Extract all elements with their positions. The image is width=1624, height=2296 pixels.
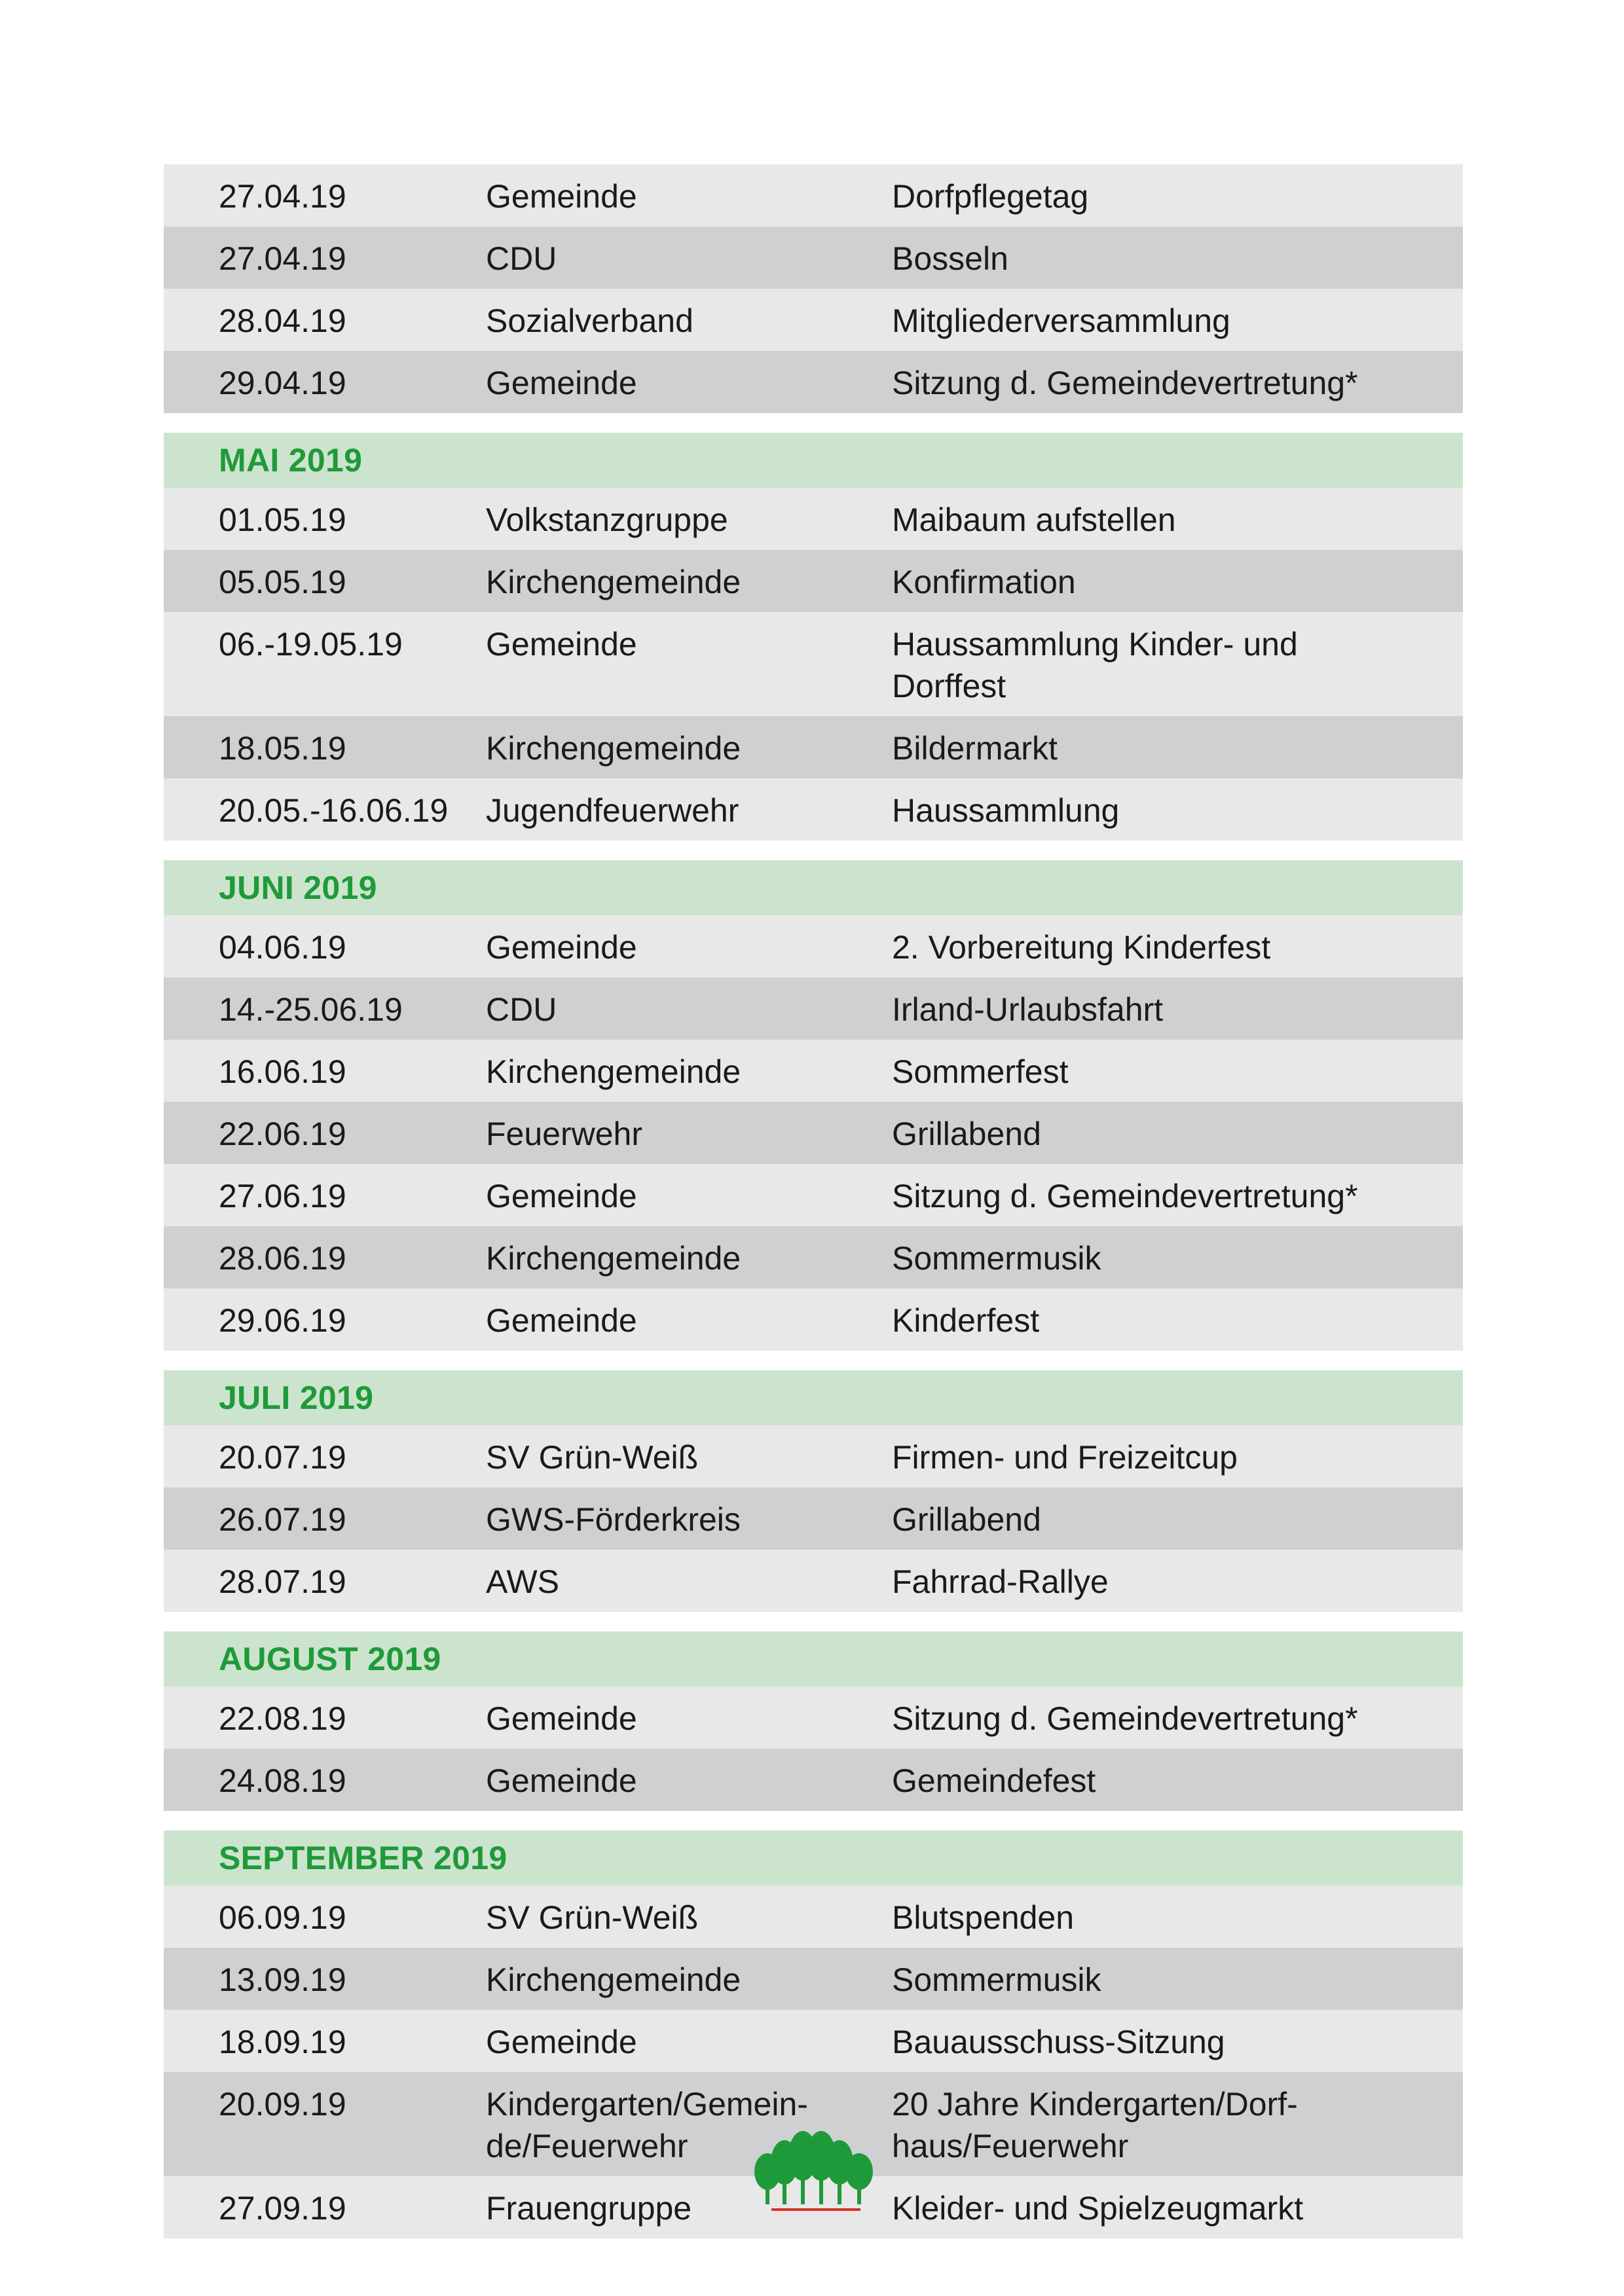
event-date: 29.06.19 bbox=[219, 1302, 346, 1339]
event-date: 20.05.-16.06.19 bbox=[219, 792, 449, 829]
event-title: Mitgliederversammlung bbox=[892, 302, 1230, 339]
event-row bbox=[164, 1550, 1463, 1612]
event-organizer: Kirchengemeinde bbox=[486, 730, 741, 767]
event-title: Konfirmation bbox=[892, 564, 1076, 600]
event-organizer: Frauengruppe bbox=[486, 2190, 692, 2227]
event-date: 22.08.19 bbox=[219, 1700, 346, 1737]
event-row bbox=[164, 1487, 1463, 1550]
event-row bbox=[164, 1102, 1463, 1164]
event-organizer: Kindergarten/Gemein- de/Feuerwehr bbox=[486, 2086, 808, 2164]
event-row bbox=[164, 1886, 1463, 1948]
event-organizer: Kirchengemeinde bbox=[486, 1053, 741, 1090]
event-title: Grillabend bbox=[892, 1116, 1041, 1152]
event-title: Fahrrad-Rallye bbox=[892, 1563, 1109, 1600]
event-date: 16.06.19 bbox=[219, 1053, 346, 1090]
event-title: Blutspenden bbox=[892, 1899, 1075, 1936]
event-row bbox=[164, 1749, 1463, 1811]
event-row bbox=[164, 1040, 1463, 1102]
event-date: 04.06.19 bbox=[219, 929, 346, 966]
event-organizer: AWS bbox=[486, 1563, 560, 1600]
event-date: 28.06.19 bbox=[219, 1240, 346, 1277]
event-organizer: SV Grün-Weiß bbox=[486, 1439, 699, 1476]
event-organizer: Feuerwehr bbox=[486, 1116, 642, 1152]
event-row bbox=[164, 1686, 1463, 1749]
event-title: Haussammlung Kinder- und Dorffest bbox=[892, 626, 1298, 704]
event-title: Bosseln bbox=[892, 240, 1008, 277]
event-organizer: Gemeinde bbox=[486, 2024, 637, 2060]
event-title: Kleider- und Spielzeugmarkt bbox=[892, 2190, 1304, 2227]
event-date: 18.09.19 bbox=[219, 2024, 346, 2060]
event-title: Dorfpflegetag bbox=[892, 178, 1089, 215]
month-heading: MAI 2019 bbox=[164, 433, 1463, 488]
event-organizer: SV Grün-Weiß bbox=[486, 1899, 699, 1936]
event-row bbox=[164, 915, 1463, 977]
event-organizer: Gemeinde bbox=[486, 178, 637, 215]
event-title: Bauausschuss-Sitzung bbox=[892, 2024, 1225, 2060]
event-date: 18.05.19 bbox=[219, 730, 346, 767]
event-title: Kinderfest bbox=[892, 1302, 1040, 1339]
event-row bbox=[164, 289, 1463, 351]
event-date: 06.09.19 bbox=[219, 1899, 346, 1936]
event-row bbox=[164, 351, 1463, 413]
event-organizer: Kirchengemeinde bbox=[486, 564, 741, 600]
event-organizer: Sozialverband bbox=[486, 302, 693, 339]
event-date: 27.04.19 bbox=[219, 178, 346, 215]
event-date: 26.07.19 bbox=[219, 1501, 346, 1538]
month-section bbox=[164, 1370, 1463, 1612]
event-organizer: Jugendfeuerwehr bbox=[486, 792, 739, 829]
month-section bbox=[164, 164, 1463, 413]
event-date: 28.04.19 bbox=[219, 302, 346, 339]
event-organizer: Gemeinde bbox=[486, 1178, 637, 1214]
event-title: Irland-Urlaubsfahrt bbox=[892, 991, 1164, 1028]
event-title: Sommerfest bbox=[892, 1053, 1069, 1090]
event-title: Haussammlung bbox=[892, 792, 1120, 829]
event-date: 27.06.19 bbox=[219, 1178, 346, 1214]
event-date: 22.06.19 bbox=[219, 1116, 346, 1152]
event-title: Bildermarkt bbox=[892, 730, 1058, 767]
event-organizer: Gemeinde bbox=[486, 929, 637, 966]
event-date: 27.04.19 bbox=[219, 240, 346, 277]
event-organizer: Gemeinde bbox=[486, 1762, 637, 1799]
event-organizer: CDU bbox=[486, 240, 557, 277]
event-row bbox=[164, 1288, 1463, 1351]
month-heading: SEPTEMBER 2019 bbox=[164, 1831, 1463, 1886]
event-organizer: Gemeinde bbox=[486, 626, 637, 663]
event-title: Firmen- und Freizeitcup bbox=[892, 1439, 1238, 1476]
month-heading: AUGUST 2019 bbox=[164, 1631, 1463, 1686]
event-title: Sommermusik bbox=[892, 1240, 1101, 1277]
trees-logo-icon bbox=[753, 2131, 877, 2216]
event-date: 20.09.19 bbox=[219, 2086, 346, 2123]
event-row bbox=[164, 550, 1463, 612]
event-row bbox=[164, 1226, 1463, 1288]
event-date: 05.05.19 bbox=[219, 564, 346, 600]
event-calendar bbox=[164, 164, 1463, 2258]
event-organizer: Volkstanzgruppe bbox=[486, 501, 728, 538]
event-title: Sommermusik bbox=[892, 1961, 1101, 1998]
event-row bbox=[164, 2010, 1463, 2072]
event-title: 20 Jahre Kindergarten/Dorf- haus/Feuerwehr bbox=[892, 2086, 1298, 2164]
month-section bbox=[164, 860, 1463, 1351]
event-row bbox=[164, 778, 1463, 841]
event-row bbox=[164, 612, 1463, 716]
event-title: Gemeindefest bbox=[892, 1762, 1096, 1799]
event-organizer: Gemeinde bbox=[486, 365, 637, 401]
event-organizer: Gemeinde bbox=[486, 1302, 637, 1339]
event-title: Sitzung d. Gemeindevertretung* bbox=[892, 1178, 1358, 1214]
month-heading: JULI 2019 bbox=[164, 1370, 1463, 1425]
event-organizer: CDU bbox=[486, 991, 557, 1028]
event-row bbox=[164, 716, 1463, 778]
event-title: Grillabend bbox=[892, 1501, 1041, 1538]
event-title: Sitzung d. Gemeindevertretung* bbox=[892, 365, 1358, 401]
month-section bbox=[164, 1631, 1463, 1811]
event-date: 13.09.19 bbox=[219, 1961, 346, 1998]
event-date: 27.09.19 bbox=[219, 2190, 346, 2227]
event-date: 20.07.19 bbox=[219, 1439, 346, 1476]
event-row bbox=[164, 488, 1463, 550]
event-row bbox=[164, 1948, 1463, 2010]
event-organizer: Gemeinde bbox=[486, 1700, 637, 1737]
event-organizer: Kirchengemeinde bbox=[486, 1240, 741, 1277]
event-row bbox=[164, 227, 1463, 289]
event-row bbox=[164, 1164, 1463, 1226]
event-title: 2. Vorbereitung Kinderfest bbox=[892, 929, 1271, 966]
event-row bbox=[164, 1425, 1463, 1487]
event-date: 29.04.19 bbox=[219, 365, 346, 401]
month-section bbox=[164, 433, 1463, 841]
event-title: Sitzung d. Gemeindevertretung* bbox=[892, 1700, 1358, 1737]
event-date: 24.08.19 bbox=[219, 1762, 346, 1799]
event-organizer: GWS-Förderkreis bbox=[486, 1501, 741, 1538]
event-date: 28.07.19 bbox=[219, 1563, 346, 1600]
event-row bbox=[164, 977, 1463, 1040]
event-date: 14.-25.06.19 bbox=[219, 991, 403, 1028]
month-heading: JUNI 2019 bbox=[164, 860, 1463, 915]
event-organizer: Kirchengemeinde bbox=[486, 1961, 741, 1998]
event-row bbox=[164, 164, 1463, 227]
event-date: 01.05.19 bbox=[219, 501, 346, 538]
event-date: 06.-19.05.19 bbox=[219, 626, 403, 663]
event-title: Maibaum aufstellen bbox=[892, 501, 1176, 538]
